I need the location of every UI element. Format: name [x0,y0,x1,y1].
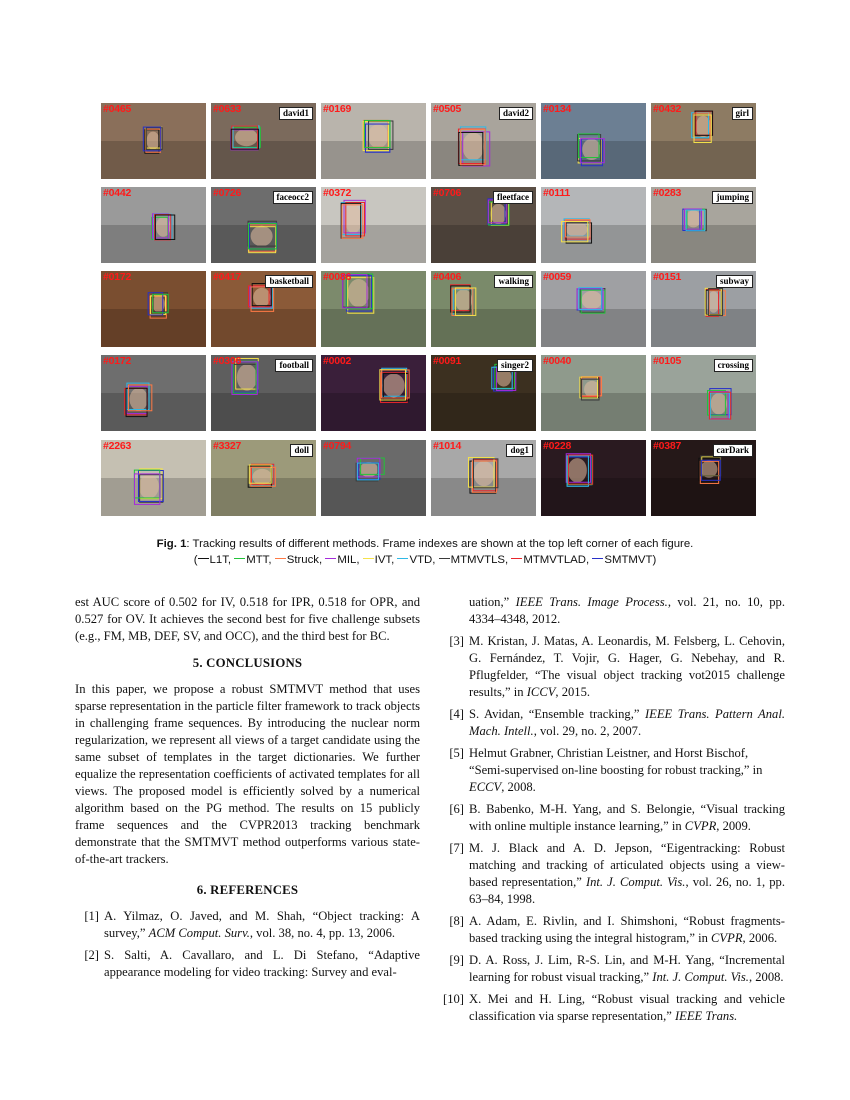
reference-details: , vol. 29, no. 2, 2007. [533,724,642,738]
frame-index: #0417 [213,271,242,283]
frame-shade [321,393,426,431]
frame-index: #0111 [543,187,571,199]
legend-label: SMTMVT [604,554,653,566]
frame-index: #0002 [323,355,352,367]
tracked-target [566,222,588,237]
caption-label: Fig. 1 [156,538,187,550]
frame-shade [211,141,316,179]
frame-shade [431,225,536,263]
frame-shade [211,393,316,431]
reference-4 [440,706,785,740]
reference-number: [7] [449,841,464,855]
sequence-label: basketball [265,275,313,288]
legend-entry [325,554,362,566]
reference-details: , vol. 26, no. 1, pp. 63–84, 1998. [469,875,785,906]
frame-index: #2263 [103,440,132,452]
reference-number: [6] [449,802,464,816]
legend-entry [198,554,235,566]
reference-text: M. Kristan, J. Matas, A. Leonardis, M. Felsberg, L. Cehovin, G. Fernández, T. Vojir, G. Hager, G. Nebehay, and R. Pflugfelder, “The visual object tracking vot2015 challenge results,” in [469,634,785,699]
legend-line-swatch [275,558,286,559]
tracking-frame [651,187,756,263]
legend-line-swatch [363,558,374,559]
tracked-target [686,210,701,227]
reference-number: [5] [449,746,464,760]
frame-index: #0794 [323,440,352,452]
reference-venue: CVPR [684,819,717,833]
tracking-frame [101,103,206,179]
reference-number: [4] [449,707,464,721]
frame-index: #0059 [543,271,572,283]
frame-index: #3327 [213,440,242,452]
legend-close: ) [652,554,657,566]
tracked-target [473,461,494,486]
tracking-frame [431,187,536,263]
reference-venue: Int. J. Comput. Vis. [652,970,749,984]
frame-shade [101,393,206,431]
reference-2 [75,947,420,981]
sequence-label: fleetface [493,191,533,204]
legend-entry [397,554,438,566]
tracking-frame [541,187,646,263]
frame-index: #1014 [433,440,462,452]
legend-entry [439,554,512,566]
frame-index: #0172 [103,355,132,367]
sequence-label: subway [716,275,753,288]
caption-text: : Tracking results of different methods. Frame indexes are shown at the top left corner of each figure. [186,538,694,550]
reference-3 [440,633,785,701]
figure-tracking-grid [101,103,756,516]
sequence-label: dog1 [506,444,533,457]
reference-venue: CVPR [711,931,743,945]
tracked-target [711,393,727,415]
legend-entry [275,554,326,566]
reference-venue: IEEE Trans. Image Process. [515,595,668,609]
reference-details: , 2008. [748,970,784,984]
tracking-frame [211,440,316,516]
reference-venue: IEEE Trans. [674,1009,738,1023]
legend-entry [234,554,274,566]
tracked-target [235,129,258,147]
sequence-label: doll [290,444,313,457]
tracking-frame [651,355,756,431]
reference-number: [2] [84,948,99,962]
frame-index: #0306 [213,355,242,367]
frame-index: #0169 [323,103,352,115]
tracking-frame [431,440,536,516]
sequence-label: girl [732,107,754,120]
conclusions-paragraph: In this paper, we propose a robust SMTMVT method that uses sparse representation in the particle filter framework to track objects in challenging frame sequences. By introducing the nuclear norm regularization, we represent all views of a target candidate using the same subset of templates in the target dictionaries. We further equalize the representation coefficients of activated templates for all views. The proposed model is efficiently solved by a numerical algorithm based on the PG method. The results on 15 publicly frame sequences and the CVPR2013 tracking benchmark demonstrate that the SMTMVT method outperforms various state-of-the-art trackers. [75,682,420,866]
tracked-target [251,226,273,247]
legend-label: VTD, [409,554,436,566]
reference-number: [3] [449,634,464,648]
legend-label: MTT, [246,554,272,566]
tracking-frame [101,187,206,263]
reference-6 [440,801,785,835]
frame-index: #0726 [213,187,242,199]
figure-caption [60,536,790,568]
frame-shade [211,309,316,347]
tracking-frame [211,187,316,263]
legend-label: MIL, [337,554,360,566]
frame-index: #0228 [543,440,572,452]
reference-text: S. Avidan, “Ensemble tracking,” [469,707,645,721]
reference-venue: Int. J. Comput. Vis. [585,875,686,889]
legend-label: MTMVTLS, [450,554,509,566]
frame-shade [321,225,426,263]
reference-details: , 2008. [501,780,536,794]
legend-entry [511,554,592,566]
frame-shade [651,393,756,431]
frame-index: #0432 [653,103,682,115]
reference-details: , 2006. [742,931,778,945]
tracked-target [252,469,272,485]
legend-label: IVT, [374,554,395,566]
tracked-target [345,205,362,233]
frame-shade [431,309,536,347]
frame-index: #0387 [653,440,682,452]
reference-venue: IEEE Trans. Pattern Anal. Mach. Intell. [469,707,785,738]
legend-line-swatch [439,558,450,559]
frame-index: #0172 [103,271,132,283]
frame-index: #0105 [653,355,682,367]
frame-shade [541,225,646,263]
tracked-target [368,124,389,148]
tracking-frame [431,271,536,347]
reference-details: , vol. 21, no. 10, pp. 4334–4348, 2012. [469,595,785,626]
reference-text: D. A. Ross, J. Lim, R-S. Lin, and M-H. Yang, “Incremental learning for robust visual tracking,” [469,953,785,984]
sequence-label: football [275,359,313,372]
frame-shade [541,393,646,431]
tracking-frame [211,103,316,179]
frame-index: #0706 [433,187,462,199]
conclusions-heading: 5. CONCLUSIONS [192,656,303,670]
legend-entry [363,554,398,566]
frame-shade [321,309,426,347]
tracking-frame [321,440,426,516]
frame-index: #0151 [653,271,682,283]
frame-index: #0406 [433,271,462,283]
legend-label: MTMVTLAD, [523,554,590,566]
tracked-target [383,374,405,398]
tracking-frame [211,355,316,431]
sequence-label: faceocc2 [273,191,313,204]
tracked-target [348,279,369,307]
tracking-frame [211,271,316,347]
reference-details: , 2009. [716,819,751,833]
frame-shade [651,141,756,179]
reference-venue: ICCV [526,685,556,699]
tracking-frame [101,355,206,431]
tracking-frame [651,440,756,516]
tracked-target [582,139,601,160]
tracking-frame [321,103,426,179]
legend-line-swatch [325,558,336,559]
reference-10 [440,991,785,1025]
reference-9 [440,952,785,986]
sequence-label: david2 [499,107,533,120]
frame-index: #0283 [653,187,682,199]
tracking-frame [651,271,756,347]
tracked-target [129,388,147,411]
frame-shade [541,478,646,516]
reference-text: A. Adam, E. Rivlin, and I. Shimshoni, “Robust fragments-based tracking using the integral histogram,” in [469,914,785,945]
legend-line-swatch [592,558,603,559]
frame-shade [541,309,646,347]
reference-text: B. Babenko, M-H. Yang, and S. Belongie, “Visual tracking with online multiple instance learning,” in [469,802,785,833]
frame-index: #0505 [433,103,462,115]
legend-line-swatch [198,558,209,559]
sequence-label: jumping [712,191,753,204]
sequence-label: crossing [714,359,753,372]
frame-index: #0372 [323,187,352,199]
frame-index: #0040 [543,355,572,367]
reference-number: [1] [84,909,99,923]
reference-number: [8] [449,914,464,928]
legend-line-swatch [511,558,522,559]
reference-text: A. Yilmaz, O. Javed, and M. Shah, “Object tracking: A survey,” [104,909,420,940]
reference-text: Helmut Grabner, Christian Leistner, and Horst Bischof, “Semi-supervised on-line boosting for robust tracking,” in [469,746,763,777]
tracking-frame [101,440,206,516]
frame-shade [101,225,206,263]
tracking-frame [321,355,426,431]
tracking-frame [541,271,646,347]
reference-venue: ACM Comput. Surv. [148,926,250,940]
frame-index: #0633 [213,103,242,115]
legend-entry [592,554,652,566]
sequence-label: singer2 [497,359,533,372]
tracking-frame [321,187,426,263]
reference-8 [440,913,785,947]
reference-text: S. Salti, A. Cavallaro, and L. Di Stefano, “Adaptive appearance modeling for video tracking: Survey and eval- [104,948,420,979]
sequence-label: walking [494,275,533,288]
frame-shade [651,309,756,347]
tracked-target [139,474,159,498]
reference-text: uation,” [469,595,516,609]
right-column [440,594,785,1030]
tracking-frame [431,103,536,179]
legend-items [198,554,653,566]
tracked-target [568,458,587,482]
sequence-label: carDark [713,444,754,457]
tracked-target [491,204,507,225]
frame-index: #0134 [543,103,572,115]
frame-index: #0091 [433,355,462,367]
tracking-frame [541,103,646,179]
reference-number: [9] [449,953,464,967]
legend-open: ( [193,554,198,566]
reference-5 [440,745,785,796]
tracked-target [462,133,484,161]
tracking-frame [541,440,646,516]
tracked-target [237,364,257,391]
results-paragraph: est AUC score of 0.502 for IV, 0.518 for IPR, 0.518 for OPR, and 0.527 for OV. It achieves the second best for five challenge subsets (e.g., FM, MB, DEF, SV, and OCC), and the third best for BC. [75,595,420,643]
frame-index: #0086 [323,271,352,283]
reference-details: , 2015. [555,685,591,699]
reference-number: [10] [443,992,464,1006]
tracked-target [253,288,270,307]
legend-line-swatch [234,558,245,559]
references-heading: 6. REFERENCES [196,883,299,897]
sequence-label: david1 [279,107,313,120]
tracking-frame [541,355,646,431]
legend-line-swatch [397,558,408,559]
frame-index: #0442 [103,187,132,199]
tracking-frame [321,271,426,347]
frame-shade [321,478,426,516]
legend-label: Struck, [286,554,323,566]
reference-text: X. Mei and H. Ling, “Robust visual tracking and vehicle classification via sparse representation,” [469,992,785,1023]
legend-label: L1T, [209,554,232,566]
frame-index: #0465 [103,103,132,115]
caption-legend [60,552,790,568]
left-column [75,594,420,986]
tracked-target [582,291,603,309]
tracking-frame [651,103,756,179]
reference-2-continued [440,594,785,628]
tracking-frame [431,355,536,431]
reference-text: M. J. Black and A. D. Jepson, “Eigentracking: Robust matching and tracking of articulated objects using a view-based representation,” [469,841,785,889]
frame-shade [431,393,536,431]
reference-1 [75,908,420,942]
reference-details: , vol. 38, no. 4, pp. 13, 2006. [249,926,396,940]
reference-venue: ECCV [469,780,502,794]
reference-7 [440,840,785,908]
tracked-target [147,132,160,150]
tracking-frame [101,271,206,347]
